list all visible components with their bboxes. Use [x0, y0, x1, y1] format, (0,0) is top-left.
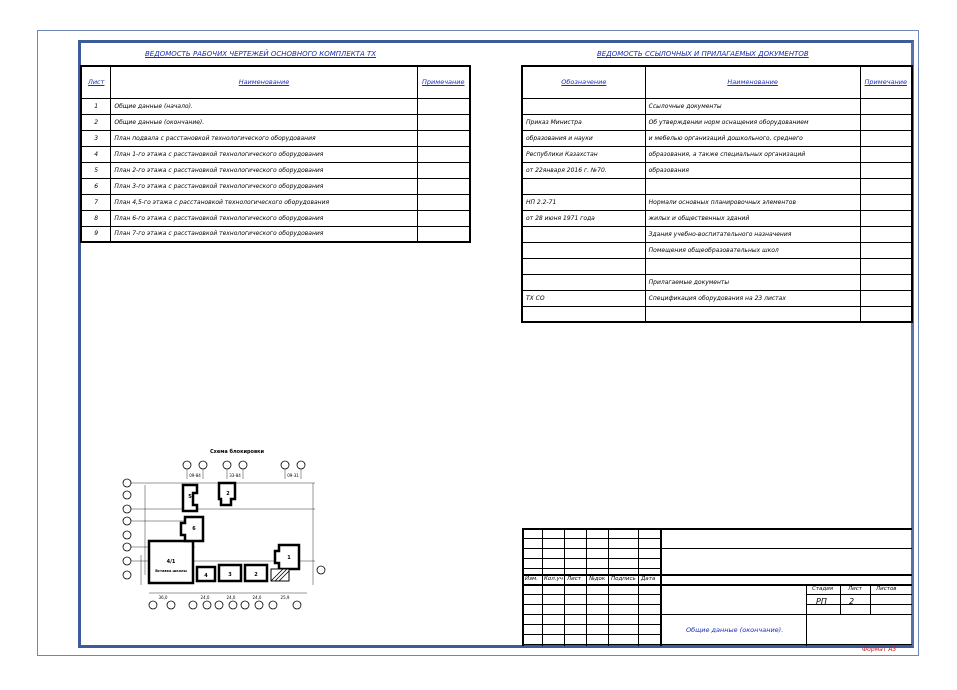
sheet-number-cell: 1 [81, 98, 111, 114]
ref-note-cell [860, 98, 912, 114]
ref-note-cell [860, 146, 912, 162]
drawings-list-table [80, 65, 471, 243]
ref-name-cell: Нормали основных планировочных элементов [645, 194, 860, 210]
ref-name-cell: Ссылочные документы [645, 98, 860, 114]
ref-code-cell [522, 178, 645, 194]
stamp-sheet-label: Лист [848, 586, 862, 592]
sheet-number-cell: 8 [81, 210, 111, 226]
sheet-number-cell: 4 [81, 146, 111, 162]
ref-name-cell: образования, а также специальных организаций [645, 146, 860, 162]
ref-code-cell [522, 306, 645, 322]
drawings-list-title: ВЕДОМОСТЬ РАБОЧИХ ЧЕРТЕЖЕЙ ОСНОВНОГО КОМПЛЕКТА ТХ [145, 50, 377, 58]
dim-3: 24,0 [226, 595, 236, 600]
sheet-number-cell: 6 [81, 178, 111, 194]
sheet-name-cell: План 1-го этажа с расстановкой технологического оборудования [111, 146, 417, 162]
ref-note-cell [860, 226, 912, 242]
ref-code-cell [522, 242, 645, 258]
stamp-stage-label: Стадия [812, 586, 834, 592]
ref-code-cell: образования и науки [522, 130, 645, 146]
ref-name-cell [645, 306, 860, 322]
stamp-document-title: Общие данные (окончание). [686, 626, 784, 634]
stamp-col-date: Дата [641, 576, 656, 582]
sheet-note-cell [417, 226, 470, 242]
ref-note-cell [860, 306, 912, 322]
block-label-4-1: 4/1 [166, 559, 176, 565]
block-label-6: 6 [192, 526, 196, 532]
ref-code-cell [522, 258, 645, 274]
sheet-note-cell [417, 130, 470, 146]
ref-code-cell [522, 274, 645, 290]
ref-name-cell: Здания учебно-воспитательного назначения [645, 226, 860, 242]
col-header-name: Наименование [111, 66, 417, 98]
stamp-col-doc: №док [589, 576, 606, 582]
ref-name-cell: Помещения общеобразовательных школ [645, 242, 860, 258]
sheet-name-cell: План 6-го этажа с расстановкой технологического оборудования [111, 210, 417, 226]
table-row [522, 290, 912, 306]
table-row [81, 210, 470, 226]
ref-code-cell: Приказ Министра [522, 114, 645, 130]
ref-code-cell: Республики Казахстан [522, 146, 645, 162]
table-row [522, 258, 912, 274]
ref-code-cell [522, 226, 645, 242]
table-row [522, 98, 912, 114]
sheet-name-cell: План 3-го этажа с расстановкой технологического оборудования [111, 178, 417, 194]
ref-note-cell [860, 114, 912, 130]
stamp-sheet-value: 2 [849, 597, 855, 606]
block-label-3: 3 [228, 572, 232, 578]
dim-2: 24,0 [200, 595, 210, 600]
block-label-2b: 2 [226, 491, 230, 497]
ref-name-cell [645, 178, 860, 194]
sheet-number-cell: 7 [81, 194, 111, 210]
ref-name-cell: образования [645, 162, 860, 178]
ref-name-cell: и мебелью организаций дошкольного, среднего [645, 130, 860, 146]
sheet-number-cell: 3 [81, 130, 111, 146]
ref-note-cell [860, 274, 912, 290]
sheet-name-cell: Общие данные (окончание). [111, 114, 417, 130]
references-list-table [521, 65, 913, 323]
ref-name-cell [645, 258, 860, 274]
ref-name-cell: Об утверждении норм оснащения оборудованием [645, 114, 860, 130]
sheet-note-cell [417, 194, 470, 210]
ref-code-cell: от 22января 2016 г. №70. [522, 162, 645, 178]
top-label-1: 09-84 [189, 473, 201, 478]
table-row [81, 98, 470, 114]
table-row [522, 146, 912, 162]
ref-note-cell [860, 242, 912, 258]
sheet-number-cell: 9 [81, 226, 111, 242]
table-row [522, 178, 912, 194]
ref-note-cell [860, 130, 912, 146]
ref-code-cell: НП 2.2-71 [522, 194, 645, 210]
sheet-name-cell: План 7-го этажа с расстановкой технологического оборудования [111, 226, 417, 242]
ref-code-cell [522, 98, 645, 114]
ref-name-cell: жилых и общественных зданий [645, 210, 860, 226]
table-row [81, 178, 470, 194]
references-list-title: ВЕДОМОСТЬ ССЫЛОЧНЫХ И ПРИЛАГАЕМЫХ ДОКУМЕНТОВ [597, 50, 809, 58]
stamp-col-change: Изм. [525, 576, 538, 582]
ref-note-cell [860, 210, 912, 226]
sheet-name-cell: Общие данные (начало). [111, 98, 417, 114]
sheet-name-cell: План 4,5-го этажа с расстановкой технологического оборудования [111, 194, 417, 210]
sheet-note-cell [417, 162, 470, 178]
stamp-sheets-label: Листов [876, 586, 897, 592]
ref-code-cell: от 28 июня 1971 года [522, 210, 645, 226]
ref-note-cell [860, 194, 912, 210]
block-label-2: 2 [254, 572, 258, 578]
top-label-2: 33-84 [229, 473, 241, 478]
col-header-sheet: Лист [81, 66, 111, 98]
table-row [522, 226, 912, 242]
ref-name-cell: Спецификация оборудования на 23 листах [645, 290, 860, 306]
key-plan-drawing [115, 445, 335, 615]
ref-note-cell [860, 178, 912, 194]
sheet-number-cell: 2 [81, 114, 111, 130]
col-header-code: Обозначение [522, 66, 645, 98]
table-row [81, 162, 470, 178]
sheet-number-cell: 5 [81, 162, 111, 178]
dim-5: 25,9 [280, 595, 290, 600]
table-row [81, 130, 470, 146]
block-label-4: 4 [204, 573, 208, 579]
sheet-note-cell [417, 146, 470, 162]
ref-note-cell [860, 290, 912, 306]
table-row [522, 162, 912, 178]
table-row [522, 274, 912, 290]
table-row [522, 114, 912, 130]
table-row [81, 146, 470, 162]
col-header-note: Примечание [860, 66, 912, 98]
table-row [522, 194, 912, 210]
stamp-col-sheet: Лист [567, 576, 581, 582]
sheet-name-cell: План подвала с расстановкой технологического оборудования [111, 130, 417, 146]
stamp-col-signature: Подпись [611, 576, 636, 582]
sheet-note-cell [417, 98, 470, 114]
ref-name-cell: Прилагаемые документы [645, 274, 860, 290]
top-label-3: 09-31 [287, 473, 299, 478]
table-row [522, 306, 912, 322]
sheet-note-cell [417, 114, 470, 130]
block-caption: Вставка школы [155, 569, 187, 573]
sheet-name-cell: План 2-го этажа с расстановкой технологического оборудования [111, 162, 417, 178]
block-label-1: 1 [287, 555, 291, 561]
key-plan-title: Схема блокировки [210, 449, 265, 455]
ref-note-cell [860, 162, 912, 178]
sheet-note-cell [417, 210, 470, 226]
table-row [81, 114, 470, 130]
col-header-note: Примечание [417, 66, 470, 98]
format-label: Формат А3 [862, 646, 897, 653]
ref-note-cell [860, 258, 912, 274]
stamp-col-qty: Кол.уч [544, 576, 564, 582]
table-row [81, 194, 470, 210]
sheet-note-cell [417, 178, 470, 194]
dim-1: 36,0 [158, 595, 168, 600]
block-label-5: 5 [188, 494, 192, 500]
stamp-stage-value: РП [816, 597, 827, 606]
table-row [522, 130, 912, 146]
col-header-name: Наименование [645, 66, 860, 98]
dim-4: 24,0 [252, 595, 262, 600]
title-block [522, 528, 912, 646]
ref-code-cell: ТХ СО [522, 290, 645, 306]
table-row [522, 210, 912, 226]
table-row [522, 242, 912, 258]
key-plan [115, 445, 335, 615]
table-row [81, 226, 470, 242]
